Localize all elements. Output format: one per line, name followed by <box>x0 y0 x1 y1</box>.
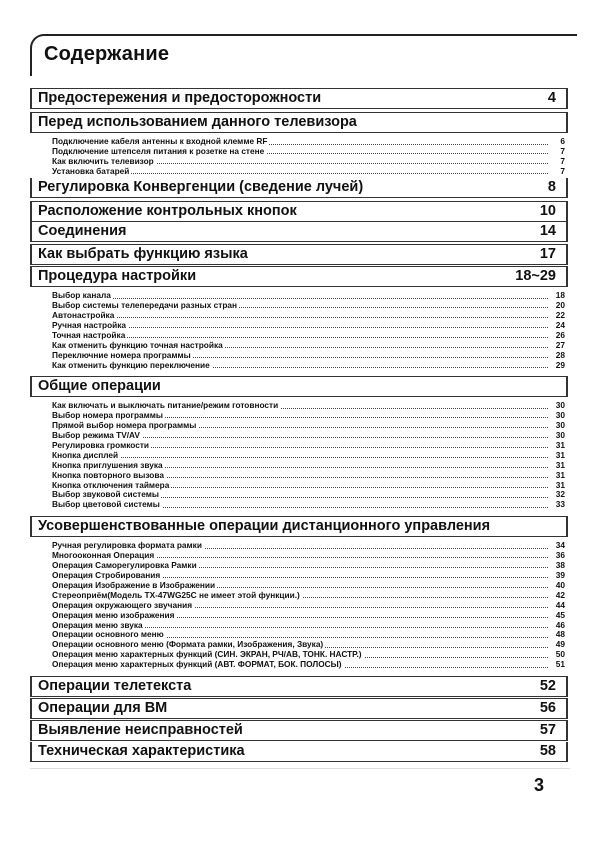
toc-section <box>30 201 568 222</box>
section-title: Техническая характеристика <box>38 743 245 759</box>
toc-entry[interactable] <box>30 361 568 371</box>
section-page-number: 17 <box>539 246 556 262</box>
section-title: Предостережения и предосторожности <box>38 90 322 106</box>
toc-entry[interactable] <box>30 611 568 621</box>
toc-section <box>30 720 568 741</box>
entry-page-number: 31 <box>555 469 565 480</box>
entry-label: Выбор системы телепередачи разных стран <box>52 299 238 310</box>
section-heading[interactable] <box>30 720 568 741</box>
entry-label: Ручная настройка <box>52 319 127 330</box>
entry-label: Как включать и выключать питание/режим готовности <box>52 400 279 410</box>
toc-entry[interactable] <box>30 471 568 481</box>
section-title: Выявление неисправностей <box>38 722 243 738</box>
bottom-divider <box>30 768 570 769</box>
entry-page-number: 36 <box>555 549 565 560</box>
section-heading[interactable] <box>30 516 568 537</box>
entry-label: Кнопка приглушения звука <box>52 459 163 470</box>
section-heading[interactable] <box>30 266 568 287</box>
entry-label: Точная настройка <box>52 329 126 340</box>
subsection-list <box>30 291 568 371</box>
entry-label: Регулировка громкости <box>52 439 149 450</box>
entry-page-number: 31 <box>555 439 565 450</box>
section-heading[interactable] <box>30 244 568 265</box>
entry-label: Выбор цветовой системы <box>52 499 160 510</box>
section-page-number: 52 <box>539 678 556 694</box>
entry-label: Операция меню изображения <box>52 609 175 620</box>
title-frame <box>30 34 577 76</box>
entry-page-number: 31 <box>555 459 565 470</box>
entry-label: Ручная регулировка формата рамки <box>52 540 202 550</box>
page-number: 3 <box>534 775 545 795</box>
toc-section <box>30 676 568 697</box>
entry-label: Операция окружающего звучания <box>52 599 193 610</box>
section-page-number: 8 <box>547 179 556 195</box>
toc-section <box>30 178 568 198</box>
entry-label: Установка батарей <box>52 165 130 176</box>
entry-page-number: 26 <box>555 329 565 340</box>
dot-leader <box>52 457 548 458</box>
section-page-number: 10 <box>539 203 556 219</box>
entry-page-number: 48 <box>555 629 565 640</box>
entry-page-number: 7 <box>560 165 565 176</box>
entry-label: Операции основного меню <box>52 629 164 640</box>
section-title: Процедура настройки <box>38 268 197 284</box>
section-heading[interactable] <box>30 676 568 697</box>
entry-label: Подключение кабеля антенны к входной клемме RF <box>52 136 268 146</box>
entry-label: Выбор канала <box>52 290 111 300</box>
entry-page-number: 34 <box>555 540 565 550</box>
entry-page-number: 24 <box>555 319 565 330</box>
section-page-number: 14 <box>539 223 556 239</box>
section-heading[interactable] <box>30 698 568 719</box>
section-title: Расположение контрольных кнопок <box>38 203 297 219</box>
toc-section <box>30 112 568 177</box>
entry-label: Выбор номера программы <box>52 409 163 420</box>
entry-page-number: 18 <box>555 290 565 300</box>
entry-page-number: 22 <box>555 309 565 320</box>
entry-label: Операция Саморегулировка Рамки <box>52 559 197 570</box>
section-page-number: 58 <box>539 743 556 759</box>
subsection-list <box>30 541 568 670</box>
entry-page-number: 27 <box>555 339 565 350</box>
toc-section <box>30 516 568 670</box>
section-title: Перед использованием данного телевизора <box>38 114 357 130</box>
toc-section <box>30 244 568 265</box>
entry-page-number: 50 <box>555 649 565 660</box>
entry-label: Операция меню характерных функций (СИН. ЭКРАН, РЧ/АВ, ТОНК. НАСТР.) <box>52 649 362 660</box>
entry-label: Переключние номера программы <box>52 349 191 360</box>
section-page-number: 4 <box>547 90 556 106</box>
entry-label: Операция меню характерных функций (АВТ. ФОРМАТ, БОК. ПОЛОСЫ) <box>52 659 342 670</box>
entry-page-number: 6 <box>560 136 565 146</box>
entry-page-number: 51 <box>555 659 565 670</box>
entry-page-number: 42 <box>555 589 565 600</box>
entry-page-number: 7 <box>560 155 565 166</box>
entry-label: Автонастройка <box>52 309 115 320</box>
section-title: Соединения <box>38 223 127 239</box>
section-title: Операции для ВМ <box>38 700 168 716</box>
entry-label: Кнопка отключения таймера <box>52 479 170 490</box>
entry-label: Операция Изображение в Изображении <box>52 579 216 590</box>
entry-page-number: 44 <box>555 599 565 610</box>
section-page-number: 57 <box>539 722 556 738</box>
section-title: Общие операции <box>38 378 161 394</box>
entry-page-number: 46 <box>555 619 565 630</box>
section-heading[interactable] <box>30 201 568 222</box>
entry-page-number: 33 <box>555 499 565 510</box>
toc-section <box>30 698 568 719</box>
entry-page-number: 28 <box>555 349 565 360</box>
section-title: Операции телетекста <box>38 678 192 694</box>
entry-label: Как отменить функцию точная настройка <box>52 339 223 350</box>
entry-label: Подключение штепселя питания к розетке на стене <box>52 145 265 156</box>
toc-section <box>30 88 568 109</box>
toc-section <box>30 266 568 371</box>
entry-page-number: 29 <box>555 359 565 370</box>
entry-label: Прямой выбор номера программы <box>52 419 197 430</box>
section-heading[interactable] <box>30 112 568 133</box>
entry-page-number: 40 <box>555 579 565 590</box>
dot-leader <box>52 317 548 318</box>
toc-entry[interactable] <box>30 660 568 670</box>
entry-label: Кнопка дисплей <box>52 449 119 460</box>
entry-page-number: 38 <box>555 559 565 570</box>
entry-label: Выбор звуковой системы <box>52 489 159 500</box>
entry-page-number: 49 <box>555 639 565 650</box>
entry-page-number: 7 <box>560 145 565 156</box>
entry-label: Многооконная Операция <box>52 549 155 560</box>
section-heading[interactable] <box>30 88 568 109</box>
entry-page-number: 31 <box>555 479 565 490</box>
section-title: Регулировка Конвергенции (сведение лучей) <box>38 179 364 195</box>
toc-section <box>30 222 568 242</box>
toc-entry[interactable] <box>30 167 568 177</box>
section-title: Усовершенствованные операции дистанционного управления <box>38 518 491 534</box>
entry-page-number: 30 <box>555 419 565 430</box>
toc-section <box>30 376 568 510</box>
section-heading[interactable] <box>30 178 568 198</box>
entry-label: Выбор режима TV/AV <box>52 429 140 440</box>
section-page-number: 56 <box>539 700 556 716</box>
entry-label: Как включить телевизор <box>52 155 154 166</box>
entry-label: Операции основного меню (Формата рамки, Изображения, Звука) <box>52 639 324 650</box>
toc-section <box>30 742 568 762</box>
section-page-number: 18~29 <box>515 268 556 284</box>
section-heading[interactable] <box>30 742 568 762</box>
section-heading[interactable] <box>30 376 568 397</box>
entry-page-number: 32 <box>555 489 565 500</box>
toc-entry[interactable] <box>30 500 568 510</box>
entry-page-number: 30 <box>555 429 565 440</box>
entry-label: Операция меню звука <box>52 619 143 630</box>
entry-label: Как отменить функцию переключение <box>52 359 210 370</box>
entry-label: Операция Стробирования <box>52 569 161 580</box>
section-title: Как выбрать функцию языка <box>38 246 248 262</box>
entry-page-number: 30 <box>555 409 565 420</box>
dot-leader <box>52 298 548 299</box>
entry-label: Стереоприём(Модель TX-47WG25C не имеет этой функции.) <box>52 589 300 600</box>
subsection-list <box>30 401 568 510</box>
page-title: Содержание <box>44 43 170 65</box>
entry-page-number: 45 <box>555 609 565 620</box>
subsection-list <box>30 137 568 177</box>
entry-page-number: 30 <box>555 400 565 410</box>
section-heading[interactable] <box>30 222 568 242</box>
entry-page-number: 31 <box>555 449 565 460</box>
entry-page-number: 20 <box>555 299 565 310</box>
entry-page-number: 39 <box>555 569 565 580</box>
entry-label: Кнопка повторного вызова <box>52 469 164 480</box>
